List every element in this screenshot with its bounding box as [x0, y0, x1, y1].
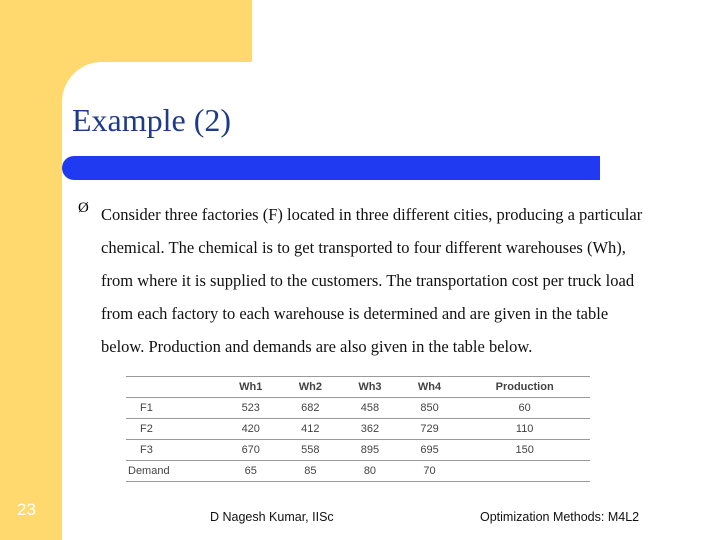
body-line: Consider three factories (F) located in three different cities, producing a particular	[101, 205, 643, 224]
footer-course: Optimization Methods: M4L2	[480, 510, 640, 524]
table-cell: 850	[400, 398, 460, 419]
table-header-cell: Wh2	[281, 377, 341, 398]
table-cell: 70	[400, 461, 460, 482]
table-cell: 420	[221, 419, 281, 440]
transportation-cost-table	[126, 376, 590, 482]
body-line: chemical. The chemical is to get transported to four different warehouses (Wh),	[101, 238, 626, 257]
table-header-cell: Wh4	[400, 377, 460, 398]
table-cell: 682	[281, 398, 341, 419]
table-cell: 110	[459, 419, 590, 440]
table-row	[126, 419, 590, 440]
body-line: from where it is supplied to the customers. The transportation cost per truck load	[101, 271, 635, 290]
table-cell: 729	[400, 419, 460, 440]
bullet-arrow-icon: Ø	[78, 200, 89, 216]
table-cell: 85	[281, 461, 341, 482]
bullet-paragraph	[101, 198, 701, 363]
table-cell: 412	[281, 419, 341, 440]
body-line: below. Production and demands are also given in the table below.	[101, 337, 533, 356]
table-cell: 60	[459, 398, 590, 419]
decorative-left-band	[0, 0, 62, 540]
table-cell: 670	[221, 440, 281, 461]
table-row-demand	[126, 461, 590, 482]
slide-number: 23	[17, 500, 36, 519]
table-cell: 523	[221, 398, 281, 419]
table-cell: 65	[221, 461, 281, 482]
table-header-cell: Production	[459, 377, 590, 398]
table-cell: 458	[340, 398, 400, 419]
body-line: from each factory to each warehouse is determined and are given in the table	[101, 304, 609, 323]
footer-author: D Nagesh Kumar, IISc	[210, 510, 334, 524]
table-header-cell: Wh3	[340, 377, 400, 398]
table-row-label: F1	[126, 398, 221, 419]
table-row-label: Demand	[126, 461, 221, 482]
table-row-label: F2	[126, 419, 221, 440]
table-cell: 150	[459, 440, 590, 461]
table-cell: 80	[340, 461, 400, 482]
table-cell	[459, 461, 590, 482]
table-row	[126, 440, 590, 461]
table-header-row	[126, 377, 590, 398]
title-underline-bar	[62, 156, 600, 180]
table-header-cell	[126, 377, 221, 398]
table-cell: 695	[400, 440, 460, 461]
table-cell: 558	[281, 440, 341, 461]
slide-title: Example (2)	[72, 102, 232, 138]
table-row-label: F3	[126, 440, 221, 461]
table-row	[126, 398, 590, 419]
table-cell: 362	[340, 419, 400, 440]
table-header-cell: Wh1	[221, 377, 281, 398]
table-cell: 895	[340, 440, 400, 461]
